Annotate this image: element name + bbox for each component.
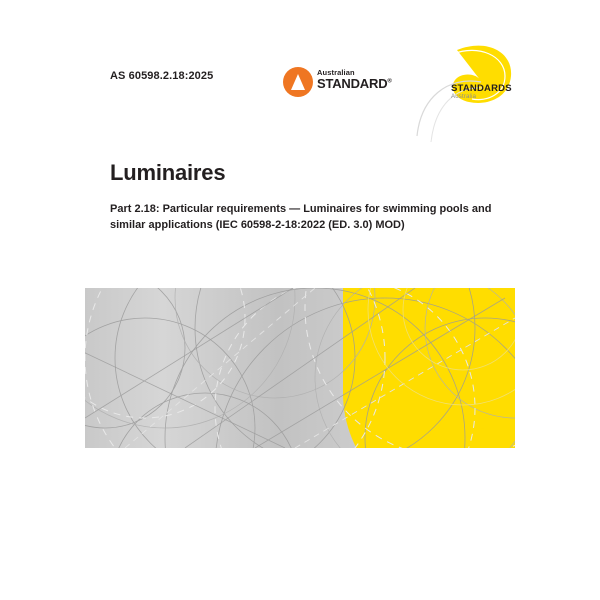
cover-graphic-artwork [85,288,515,448]
australian-standard-triangle-icon [283,67,313,97]
title-block [110,160,510,234]
standards-australia-logo [395,40,520,150]
page-subtitle: Part 2.18: Particular requirements — Luminaires for swimming pools and similar applications (IEC 60598-2-18:2022 (ED. 3.0) MOD) [110,203,492,231]
standards-australia-line1: STANDARDS [451,83,512,94]
cover-graphic-band [85,288,515,448]
document-number: AS 60598.2.18:2025 [110,70,214,82]
australian-standard-logo-line2: STANDARD [317,75,388,91]
trademark-icon: ® [387,78,392,85]
australian-standard-logo-text [317,69,392,91]
australian-standard-logo [283,65,393,105]
australian-standard-logo-line1: Australian [317,68,355,77]
standards-australia-line2: Australia [451,93,477,100]
standards-australia-logo-text [451,84,512,100]
cover-header [0,60,600,120]
page-title: Luminaires [110,160,226,185]
